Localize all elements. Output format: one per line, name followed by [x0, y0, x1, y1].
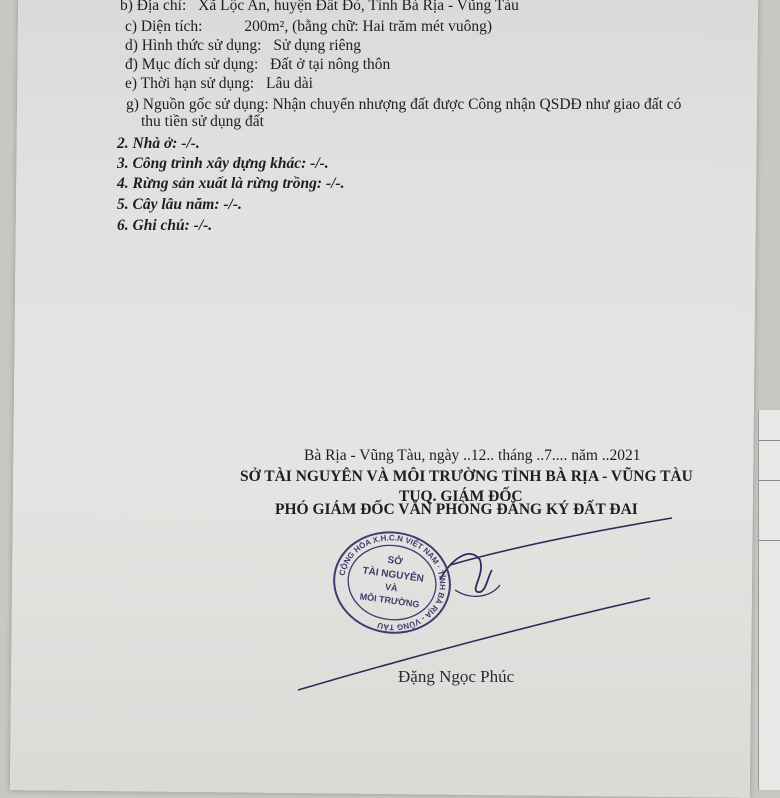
- seal-outer-text: CỘNG HÒA X.H.C.N VIỆT NAM · TỈNH BÀ RỊA - VŨNG TÀU: [337, 533, 448, 632]
- date-line: Bà Rịa - Vũng Tàu, ngày ..12.. tháng ..7.... năm ..2021: [304, 447, 641, 464]
- origin-line-1: g) Nguồn gốc sử dụng: Nhận chuyển nhượng đất được Công nhận QSDĐ như giao đất có: [126, 96, 682, 113]
- notes-item: 6. Ghi chú: -/-.: [117, 217, 213, 234]
- tuq-title: TUQ. GIÁM ĐỐC: [399, 488, 523, 505]
- seal-inner-4: MÔI TRƯỜNG: [359, 591, 420, 610]
- perennial-item: 5. Cây lâu năm: -/-.: [117, 196, 242, 213]
- signer-name: Đặng Ngọc Phúc: [398, 667, 515, 686]
- seal-inner-1: SỞ: [386, 554, 404, 568]
- use-form-label: d) Hình thức sử dụng:: [125, 37, 262, 54]
- official-seal: [323, 519, 467, 646]
- area-value: 200m², (bằng chữ: Hai trăm mét vuông): [244, 18, 493, 35]
- other-works-item: 3. Công trình xây dựng khác: -/-.: [117, 155, 329, 172]
- house-item: 2. Nhà ở: -/-.: [117, 135, 200, 152]
- address-value: Xã Lộc An, huyện Đất Đỏ, Tỉnh Bà Rịa - Vũng Tàu: [198, 0, 519, 14]
- term-label: e) Thời hạn sử dụng:: [125, 75, 255, 92]
- origin-line-2: thu tiền sử dụng đất: [141, 113, 264, 130]
- forest-item: 4. Rừng sản xuất là rừng trồng: -/-.: [117, 175, 345, 192]
- address-label: b) Địa chỉ:: [120, 0, 187, 14]
- agency-name: SỞ TÀI NGUYÊN VÀ MÔI TRƯỜNG TỈNH BÀ RỊA - VŨNG TÀU: [240, 468, 693, 485]
- term-value: Lâu dài: [265, 75, 313, 92]
- purpose-label: đ) Mục đích sử dụng:: [125, 56, 259, 73]
- seal-inner-3: VÀ: [384, 581, 399, 594]
- deputy-title: PHÓ GIÁM ĐỐC VĂN PHÒNG ĐĂNG KÝ ĐẤT ĐAI: [275, 501, 638, 518]
- purpose-value: Đất ở tại nông thôn: [270, 56, 391, 73]
- use-form-value: Sử dụng riêng: [273, 37, 361, 54]
- area-label: c) Diện tích:: [125, 18, 203, 35]
- seal-inner-2: TÀI NGUYÊN: [361, 565, 425, 585]
